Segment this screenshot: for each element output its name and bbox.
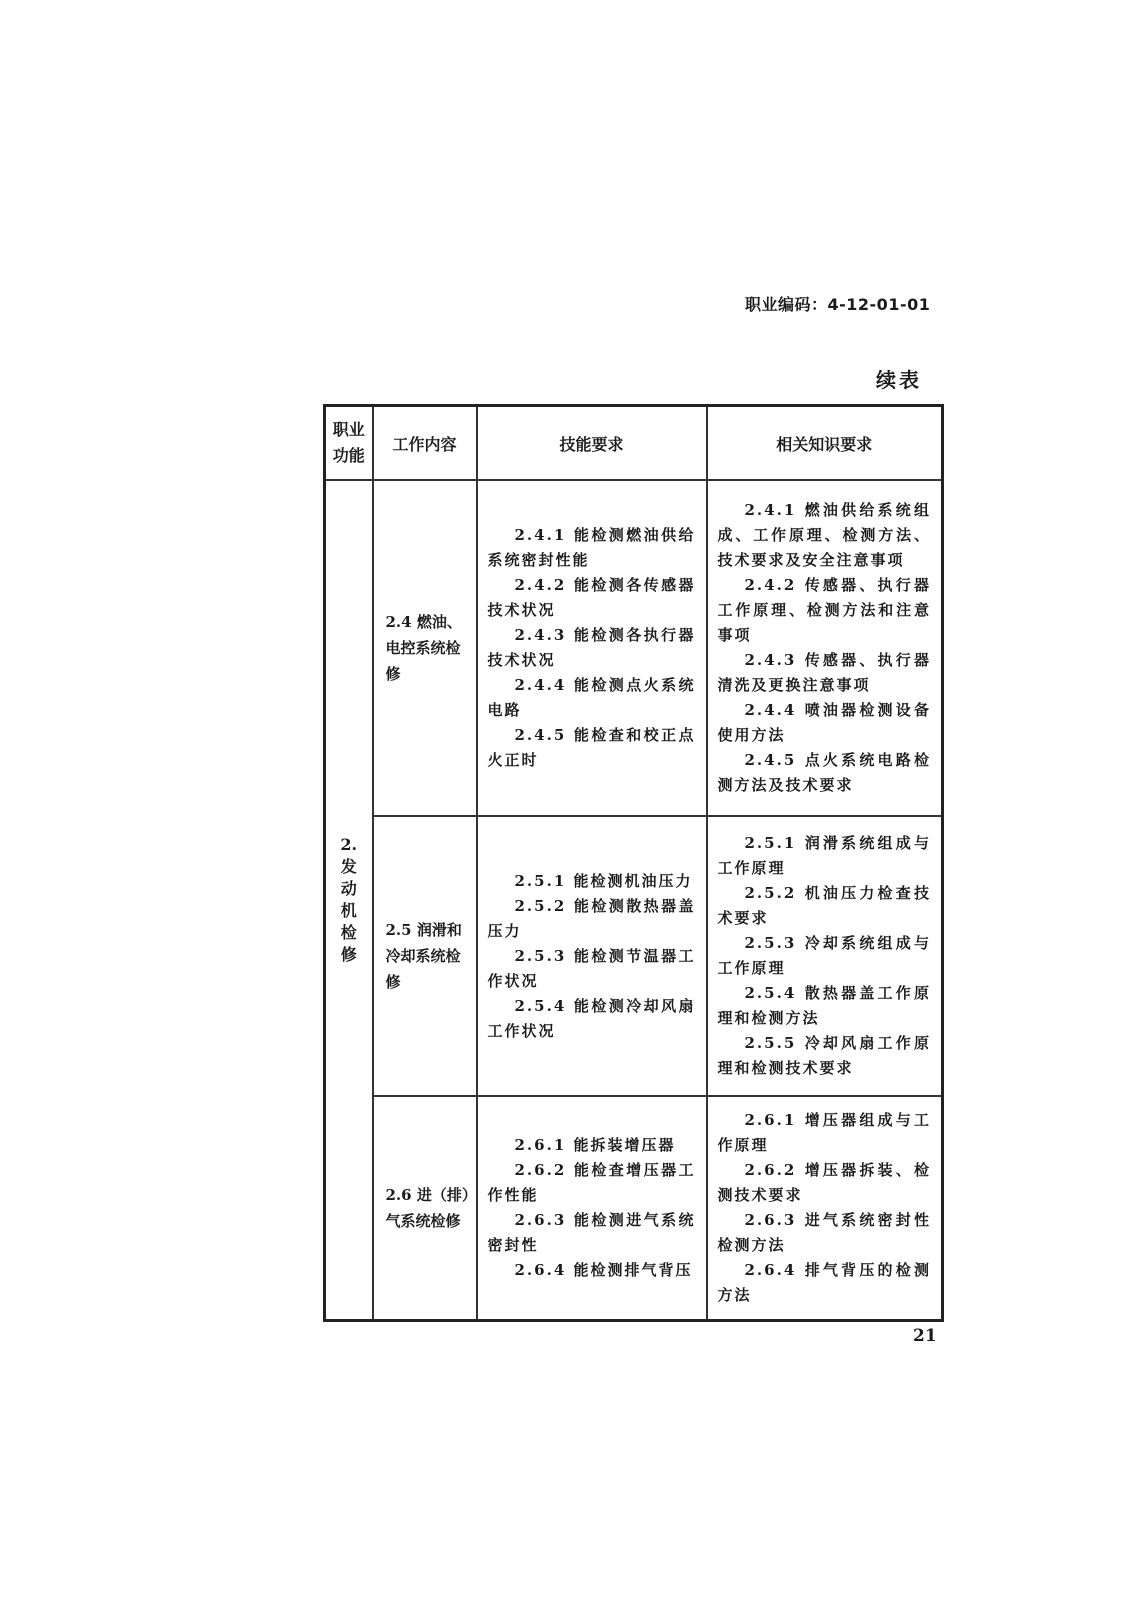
knowledge-item: 2.6.1 增压器组成与工作原理 (717, 1111, 931, 1154)
knowledge-item: 2.6.4 排气背压的检测方法 (717, 1261, 931, 1304)
skills-cell (477, 816, 707, 1096)
work-content-cell: 2.6 进（排）气系统检修 (373, 1096, 477, 1321)
occupation-code: 职业编码：4-12-01-01 (745, 295, 931, 314)
skill-item: 2.4.3 能检测各执行器技术状况 (487, 626, 696, 669)
skill-item: 2.6.4 能检测排气背压 (514, 1261, 693, 1279)
knowledge-item: 2.5.2 机油压力检查技术要求 (717, 884, 931, 927)
knowledge-item: 2.5.5 冷却风扇工作原理和检测技术要求 (717, 1034, 931, 1077)
skill-item: 2.4.2 能检测各传感器技术状况 (487, 576, 696, 619)
skill-item: 2.4.5 能检查和校正点火正时 (487, 726, 696, 769)
skill-item: 2.4.1 能检测燃油供给系统密封性能 (487, 526, 696, 569)
work-content-cell: 2.4 燃油、电控系统检修 (373, 480, 477, 816)
knowledge-item: 2.4.3 传感器、执行器清洗及更换注意事项 (717, 651, 931, 694)
skill-item: 2.6.2 能检查增压器工作性能 (487, 1161, 696, 1204)
knowledge-item: 2.4.2 传感器、执行器工作原理、检测方法和注意事项 (717, 576, 931, 644)
table-row (325, 1096, 943, 1321)
knowledge-item: 2.5.1 润滑系统组成与工作原理 (717, 834, 931, 877)
table-row (325, 816, 943, 1096)
knowledge-cell (707, 480, 943, 816)
header-skill-requirements: 技能要求 (477, 406, 707, 481)
skill-item: 2.6.1 能拆装增压器 (514, 1136, 676, 1154)
header-knowledge-requirements: 相关知识要求 (707, 406, 943, 481)
table-header-row (325, 406, 943, 481)
knowledge-item: 2.4.4 喷油器检测设备使用方法 (717, 701, 931, 744)
knowledge-item: 2.6.2 增压器拆装、检测技术要求 (717, 1161, 931, 1204)
skill-item: 2.5.2 能检测散热器盖压力 (487, 896, 696, 940)
skill-item: 2.5.3 能检测节温器工作状况 (487, 946, 696, 990)
page-number: 21 (913, 1326, 937, 1346)
knowledge-item: 2.6.3 进气系统密封性检测方法 (717, 1211, 931, 1254)
knowledge-item: 2.5.4 散热器盖工作原理和检测方法 (717, 984, 931, 1027)
skill-item: 2.5.4 能检测冷却风扇工作状况 (487, 996, 696, 1040)
knowledge-item: 2.4.5 点火系统电路检测方法及技术要求 (717, 751, 931, 794)
skill-item: 2.6.3 能检测进气系统密封性 (487, 1211, 696, 1254)
skills-cell (477, 1096, 707, 1321)
knowledge-item: 2.5.3 冷却系统组成与工作原理 (717, 934, 931, 977)
header-work-content: 工作内容 (373, 406, 477, 481)
work-content-cell: 2.5 润滑和冷却系统检修 (373, 816, 477, 1096)
function-label: 2. 发动机检修 (340, 835, 358, 964)
header-function: 职业功能 (325, 406, 373, 481)
knowledge-cell (707, 816, 943, 1096)
knowledge-cell (707, 1096, 943, 1321)
table-continued-label: 续表 (876, 368, 922, 392)
function-cell (325, 480, 373, 1321)
skill-item: 2.4.4 能检测点火系统电路 (487, 676, 696, 719)
table-row (325, 480, 943, 816)
knowledge-item: 2.4.1 燃油供给系统组成、工作原理、检测方法、技术要求及安全注意事项 (717, 501, 931, 569)
skills-cell (477, 480, 707, 816)
skill-item: 2.5.1 能检测机油压力 (514, 871, 693, 890)
occupational-standard-table (323, 404, 944, 1322)
